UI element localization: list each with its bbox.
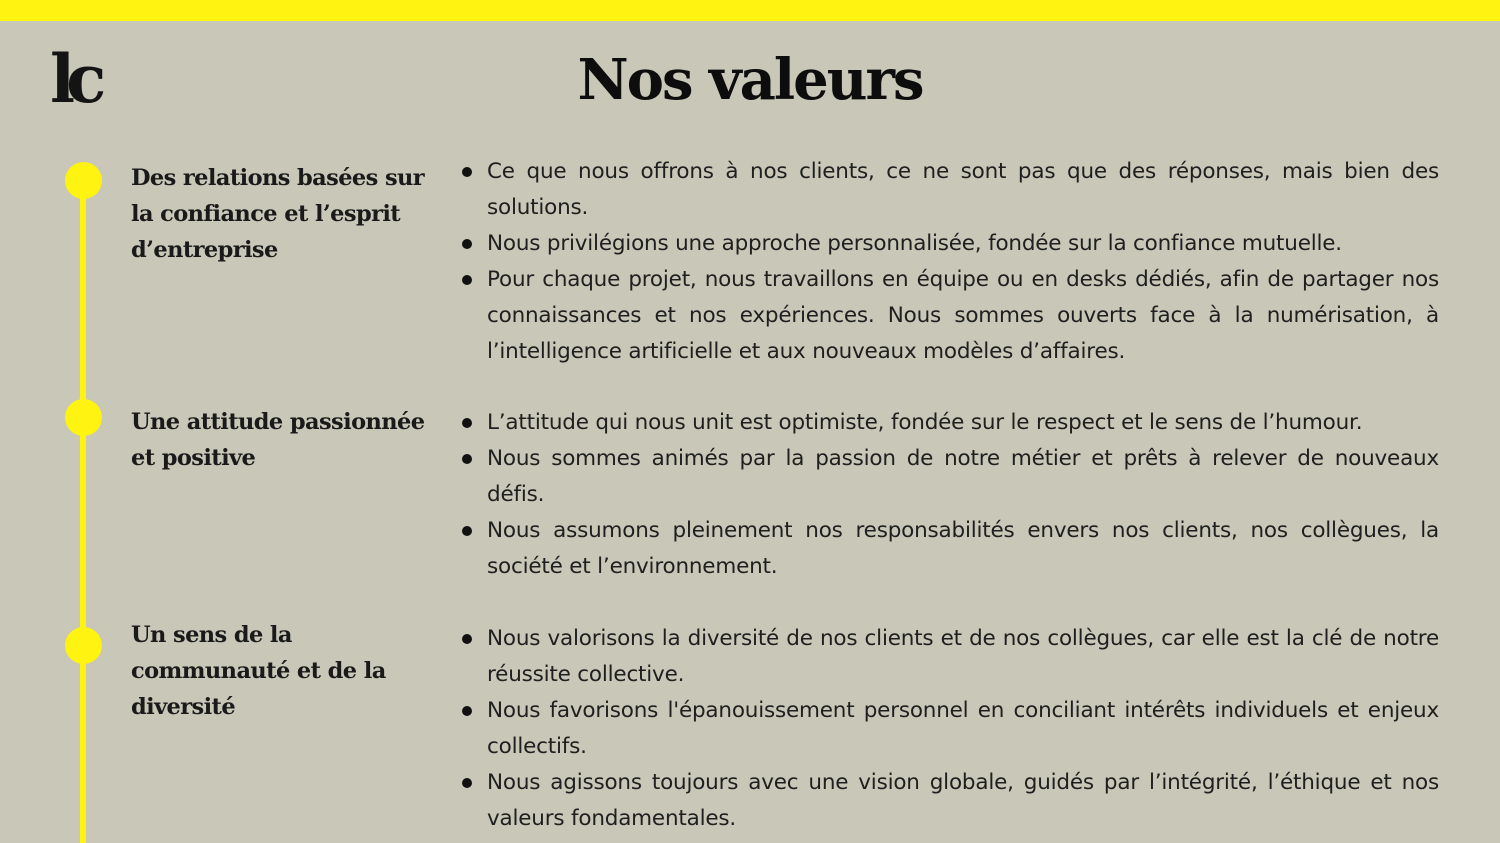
timeline-dot [65, 399, 102, 436]
value-bullet-list [462, 621, 1439, 837]
page-title: Nos valeurs [577, 47, 923, 113]
value-bullet-list [462, 154, 1439, 370]
bullet-item: Nous valorisons la diversité de nos clients et de nos collègues, car elle est la clé de notre réussite collective. [462, 621, 1439, 693]
bullet-item: L’attitude qui nous unit est optimiste, fondée sur le respect et le sens de l’humour. [462, 405, 1439, 441]
value-heading: Des relations basées sur la confiance et l’esprit d’entreprise [131, 165, 425, 263]
value-bullet-list [462, 405, 1439, 585]
timeline-dot [65, 162, 102, 199]
bullet-item: Ce que nous offrons à nos clients, ce ne sont pas que des réponses, mais bien des solutions. [462, 154, 1439, 226]
bullet-item: Nous sommes animés par la passion de notre métier et prêts à relever de nouveaux défis. [462, 441, 1439, 513]
bullet-item: Nous agissons toujours avec une vision globale, guidés par l’intégrité, l’éthique et nos valeurs fondamentales. [462, 765, 1439, 837]
bullet-item: Nous privilégions une approche personnalisée, fondée sur la confiance mutuelle. [462, 226, 1439, 262]
bullet-item: Pour chaque projet, nous travaillons en équipe ou en desks dédiés, afin de partager nos connaissances et nos expériences. Nous sommes ouverts face à la numérisation, à l’intelligence artificielle et aux nouveaux modèles d’affaires. [462, 262, 1439, 370]
value-heading: Un sens de la communauté et de la diversité [131, 622, 386, 720]
company-logo: lc [50, 40, 98, 118]
timeline-dot [65, 627, 102, 664]
bullet-item: Nous favorisons l'épanouissement personnel en conciliant intérêts individuels et enjeux collectifs. [462, 693, 1439, 765]
bullet-item: Nous assumons pleinement nos responsabilités envers nos clients, nos collègues, la société et l’environnement. [462, 513, 1439, 585]
value-heading: Une attitude passionnée et positive [131, 409, 425, 471]
top-accent-bar [0, 0, 1500, 21]
timeline-line [80, 178, 86, 843]
